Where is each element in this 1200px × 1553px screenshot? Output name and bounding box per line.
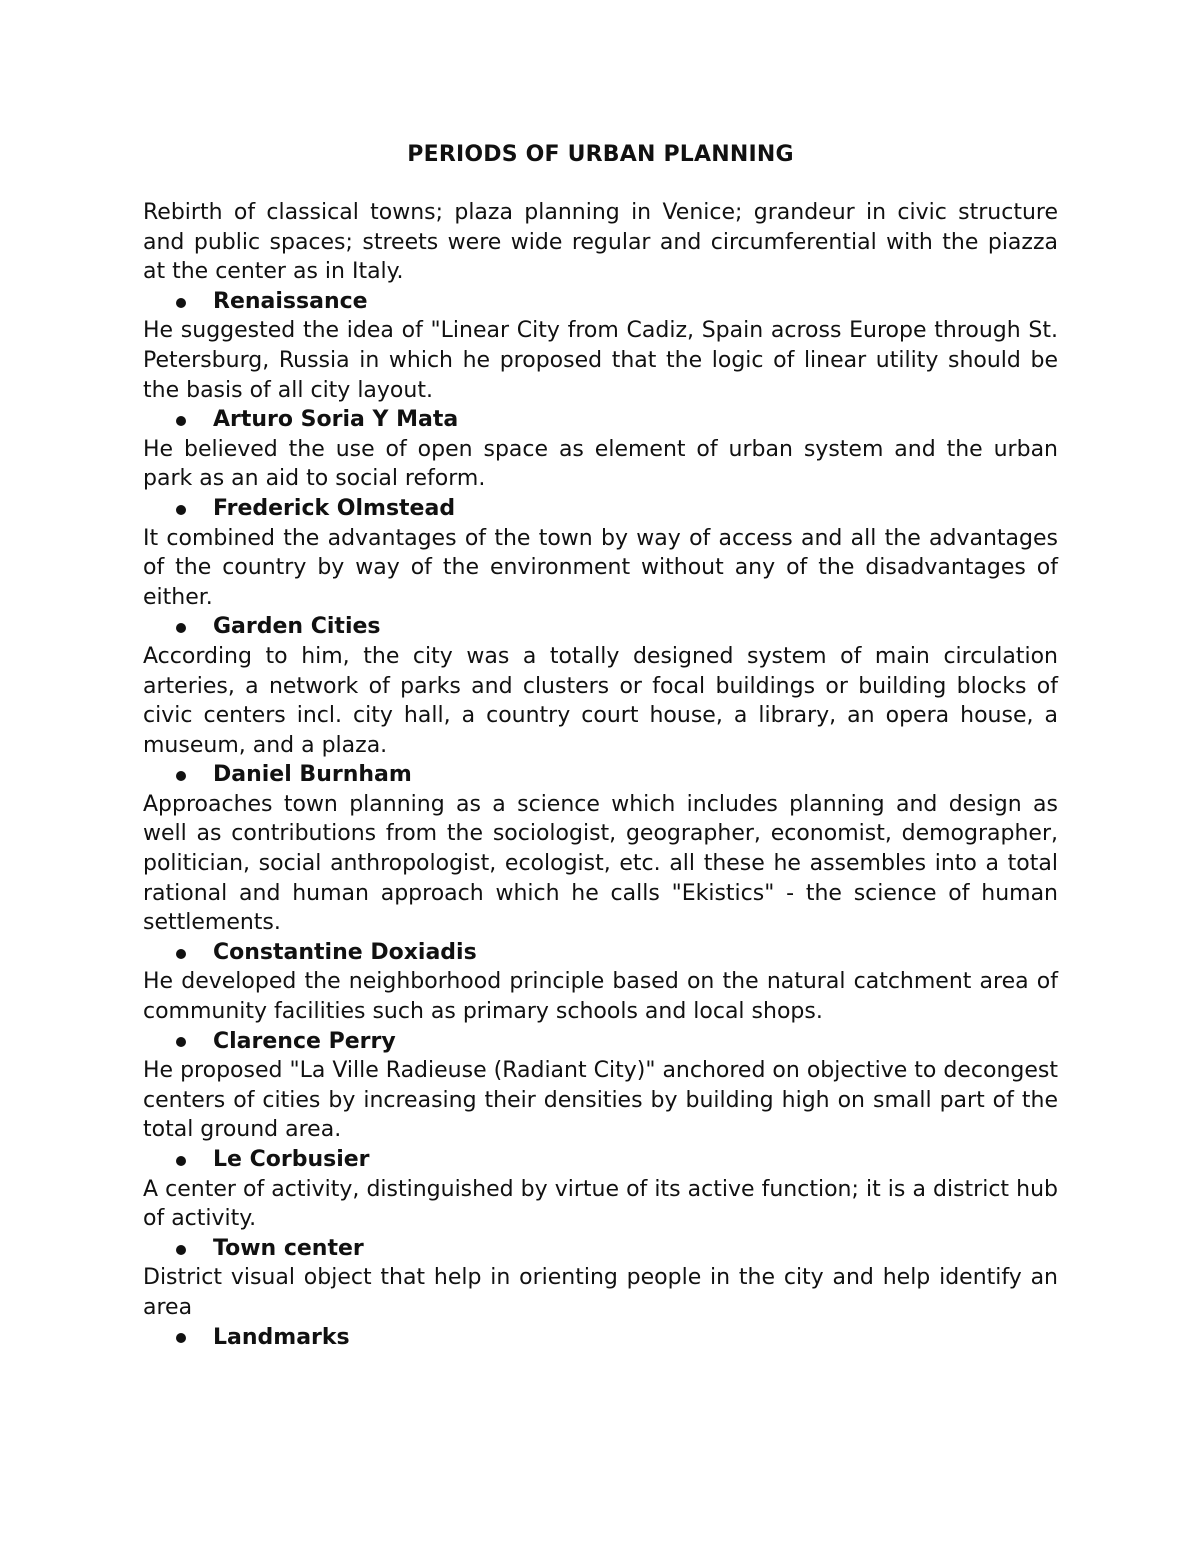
bullet-icon	[176, 505, 186, 515]
bullet-garden-cities	[143, 612, 1058, 642]
entry-paragraph: He proposed "La Ville Radieuse (Radiant City)" anchored on objective to decongest centers of cities by increasing their densities by building high on small part of the total ground area.	[143, 1058, 1058, 1143]
bullet-constantine-doxiadis	[143, 938, 1058, 968]
bullet-icon	[176, 949, 186, 959]
bullet-label: Renaissance	[213, 288, 368, 314]
bullet-label: Frederick Olmstead	[213, 495, 456, 521]
bullet-daniel-burnham	[143, 760, 1058, 790]
bullet-icon	[176, 1333, 186, 1343]
entry-paragraph: He suggested the idea of "Linear City from Cadiz, Spain across Europe through St. Petersburg, Russia in which he proposed that the logic of linear utility should be the basis of all city layout.	[143, 318, 1058, 403]
entry-paragraph: Approaches town planning as a science which includes planning and design as well as contributions from the sociologist, geographer, economist, demographer, politician, social anthropologist, ecologist, etc. all these he assembles into a total rational and human approach which he calls "Ekistics" - the science of human settlements.	[143, 791, 1058, 936]
bullet-arturo-soria-y-mata	[143, 405, 1058, 435]
bullet-frederick-olmstead	[143, 494, 1058, 524]
bullet-label: Clarence Perry	[213, 1028, 396, 1054]
bullet-landmarks	[143, 1323, 1058, 1353]
bullet-icon	[176, 298, 186, 308]
bullet-icon	[176, 1156, 186, 1166]
intro-paragraph: Rebirth of classical towns; plaza planning in Venice; grandeur in civic structure and public spaces; streets were wide regular and circumferential with the piazza at the center as in Italy.	[143, 200, 1058, 285]
bullet-le-corbusier	[143, 1145, 1058, 1175]
bullet-label: Daniel Burnham	[213, 762, 412, 788]
bullet-label: Town center	[213, 1235, 364, 1261]
bullet-icon	[176, 623, 186, 633]
entry-paragraph: District visual object that help in orienting people in the city and help identify an area	[143, 1265, 1058, 1320]
bullet-icon	[176, 1245, 186, 1255]
bullet-icon	[176, 1037, 186, 1047]
bullet-label: Constantine Doxiadis	[213, 939, 477, 965]
entry-paragraph: It combined the advantages of the town by way of access and all the advantages of the country by way of the environment without any of the disadvantages of either.	[143, 525, 1058, 610]
bullet-label: Le Corbusier	[213, 1147, 370, 1172]
bullet-label: Garden Cities	[213, 614, 381, 640]
bullet-clarence-perry	[143, 1027, 1058, 1057]
document-page	[143, 140, 1058, 1352]
bullet-icon	[176, 416, 186, 426]
bullet-label: Landmarks	[213, 1324, 350, 1350]
bullet-icon	[176, 771, 186, 781]
bullet-label: Arturo Soria Y Mata	[213, 407, 459, 433]
entry-paragraph: According to him, the city was a totally designed system of main circulation arteries, a network of parks and clusters or focal buildings or building blocks of civic centers incl. city hall, a country court house, a library, an opera house, a museum, and a plaza.	[143, 643, 1058, 758]
entry-paragraph: He believed the use of open space as element of urban system and the urban park as an aid to social reform.	[143, 436, 1058, 492]
bullet-town-center	[143, 1234, 1058, 1264]
document-title: PERIODS OF URBAN PLANNING	[407, 142, 794, 167]
entry-paragraph: A center of activity, distinguished by virtue of its active function; it is a district hub of activity.	[143, 1176, 1058, 1232]
entry-paragraph: He developed the neighborhood principle based on the natural catchment area of community facilities such as primary schools and local shops.	[143, 969, 1058, 1025]
bullet-renaissance	[143, 287, 1058, 317]
